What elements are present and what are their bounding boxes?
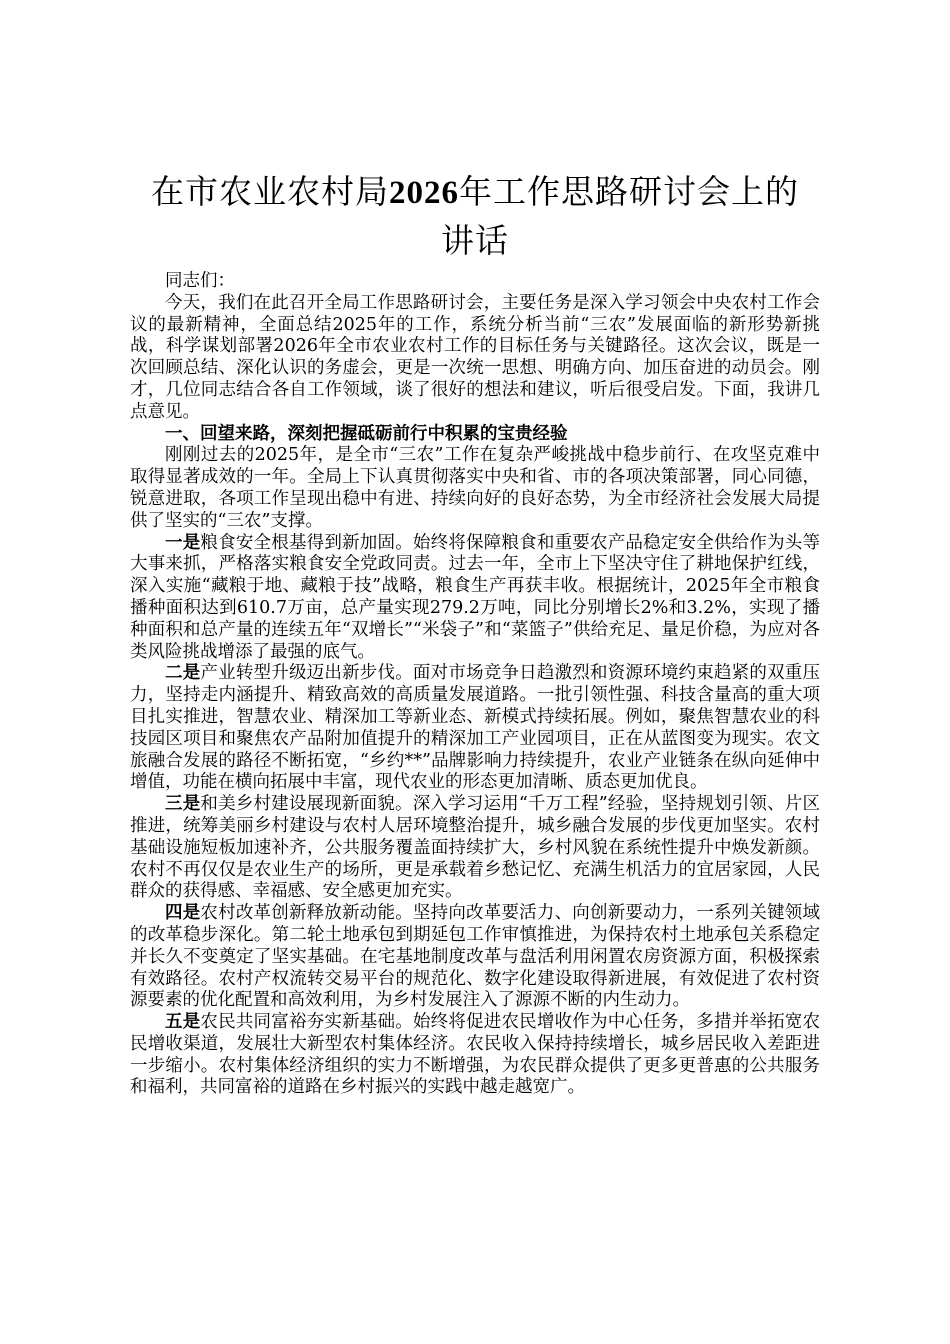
section-heading: 一、回望来路，深刻把握砥砺前行中积累的宝贵经验 bbox=[165, 423, 568, 444]
title-part1: 在市农业农村局 bbox=[151, 172, 389, 211]
point-text: 农村改革创新释放新动能。坚持向改革要活力、向创新要动力，一系列关键领域的改革稳步深化。第二轮土地承包到期延包工作审慎推进，为保持农村土地承包关系稳定并长久不变奠定了坚实基础。在宅基地制度改革与盘活利用闲置农房资源方面，积极探索有效路径。农村产权流转交易平台的规范化、数字化建设取得新进展，有效促进了农村资源要素的优化配置和高效利用，为乡村发展注入了源源不断的内生动力。 bbox=[130, 903, 821, 1011]
point-lead: 三是 bbox=[165, 794, 201, 815]
section-intro-paragraph: 刚刚过去的2025年，是全市“三农”工作在复杂严峻挑战中稳步前行、在攻坚克难中取得显著成效的一年。全局上下认真贯彻落实中央和省、市的各项决策部署，同心同德，锐意进取，各项工作呈现出稳中有进、持续向好的良好态势，为全市经济社会发展大局提供了坚实的“三农”支撑。 bbox=[130, 445, 820, 531]
point-lead: 二是 bbox=[165, 663, 201, 684]
point-paragraph-3 bbox=[130, 794, 820, 903]
title-part2: 年工作思路研讨会上的 bbox=[459, 172, 799, 211]
point-lead: 一是 bbox=[165, 532, 201, 553]
point-text: 粮食安全根基得到新加固。始终将保障粮食和重要农产品稳定安全供给作为头等大事来抓，严格落实粮食安全党政同责。过去一年，全市上下坚决守住了耕地保护红线，深入实施“藏粮于地、藏粮于技”战略，粮食生产再获丰收。根据统计，2025年全市粮食播种面积达到610.7万亩，总产量实现279.2万吨，同比分别增长2%和3.2%，实现了播种面积和总产量的连续五年“双增长”“米袋子”和“菜篮子”供给充足、量足价稳，为应对各类风险挑战增添了最强的底气。 bbox=[130, 532, 821, 662]
point-text: 和美乡村建设展现新面貌。深入学习运用“千万工程”经验，坚持规划引领、片区推进，统筹美丽乡村建设与农村人居环境整治提升，城乡融合发展的步伐更加坚实。农村基础设施短板加速补齐，公共服务覆盖面持续扩大，乡村风貌在系统性提升中焕发新颜。农村不再仅仅是农业生产的场所，更是承载着乡愁记忆、充满生机活力的宜居家园，人民群众的获得感、幸福感、安全感更加充实。 bbox=[130, 794, 821, 902]
salutation: 同志们： bbox=[165, 271, 235, 291]
point-lead: 五是 bbox=[165, 1012, 201, 1033]
point-lead: 四是 bbox=[165, 903, 201, 924]
document-page bbox=[130, 168, 820, 1099]
title-year: 2026 bbox=[389, 175, 459, 211]
point-paragraph-4 bbox=[130, 903, 820, 1012]
point-paragraph-2 bbox=[130, 663, 820, 794]
point-paragraph-1 bbox=[130, 533, 820, 664]
point-text: 农民共同富裕夯实新基础。始终将促进农民增收作为中心任务，多措并举拓宽农民增收渠道，发展壮大新型农村集体经济。农民收入保持持续增长，城乡居民收入差距进一步缩小。农村集体经济组织的实力不断增强，为农民群众提供了更多更普惠的公共服务和福利，共同富裕的道路在乡村振兴的实践中越走越宽广。 bbox=[130, 1012, 821, 1098]
point-paragraph-5 bbox=[130, 1012, 820, 1099]
point-text: 产业转型升级迈出新步伐。面对市场竞争日趋激烈和资源环境约束趋紧的双重压力，坚持走内涵提升、精致高效的高质量发展道路。一批引领性强、科技含量高的重大项目扎实推进，智慧农业、精深加工等新业态、新模式持续拓展。例如，聚焦智慧农业的科技园区项目和聚焦农产品附加值提升的精深加工产业园项目，正在从蓝图变为现实。农文旅融合发展的路径不断拓宽，“乡约**”品牌影响力持续提升，农业产业链条在纵向延伸中增值，功能在横向拓展中丰富，现代农业的形态更加清晰、质态更加优良。 bbox=[130, 663, 821, 793]
title-line2: 讲话 bbox=[441, 221, 509, 260]
document-title bbox=[130, 168, 820, 265]
intro-paragraph: 今天，我们在此召开全局工作思路研讨会，主要任务是深入学习领会中央农村工作会议的最新精神，全面总结2025年的工作，系统分析当前“三农”发展面临的新形势新挑战，科学谋划部署2026年全市农业农村工作的目标任务与关键路径。这次会议，既是一次回顾总结、深化认识的务虚会，更是一次统一思想、明确方向、加压奋进的动员会。刚才，几位同志结合各自工作领域，谈了很好的想法和建议，听后很受启发。下面，我讲几点意见。 bbox=[130, 292, 820, 422]
